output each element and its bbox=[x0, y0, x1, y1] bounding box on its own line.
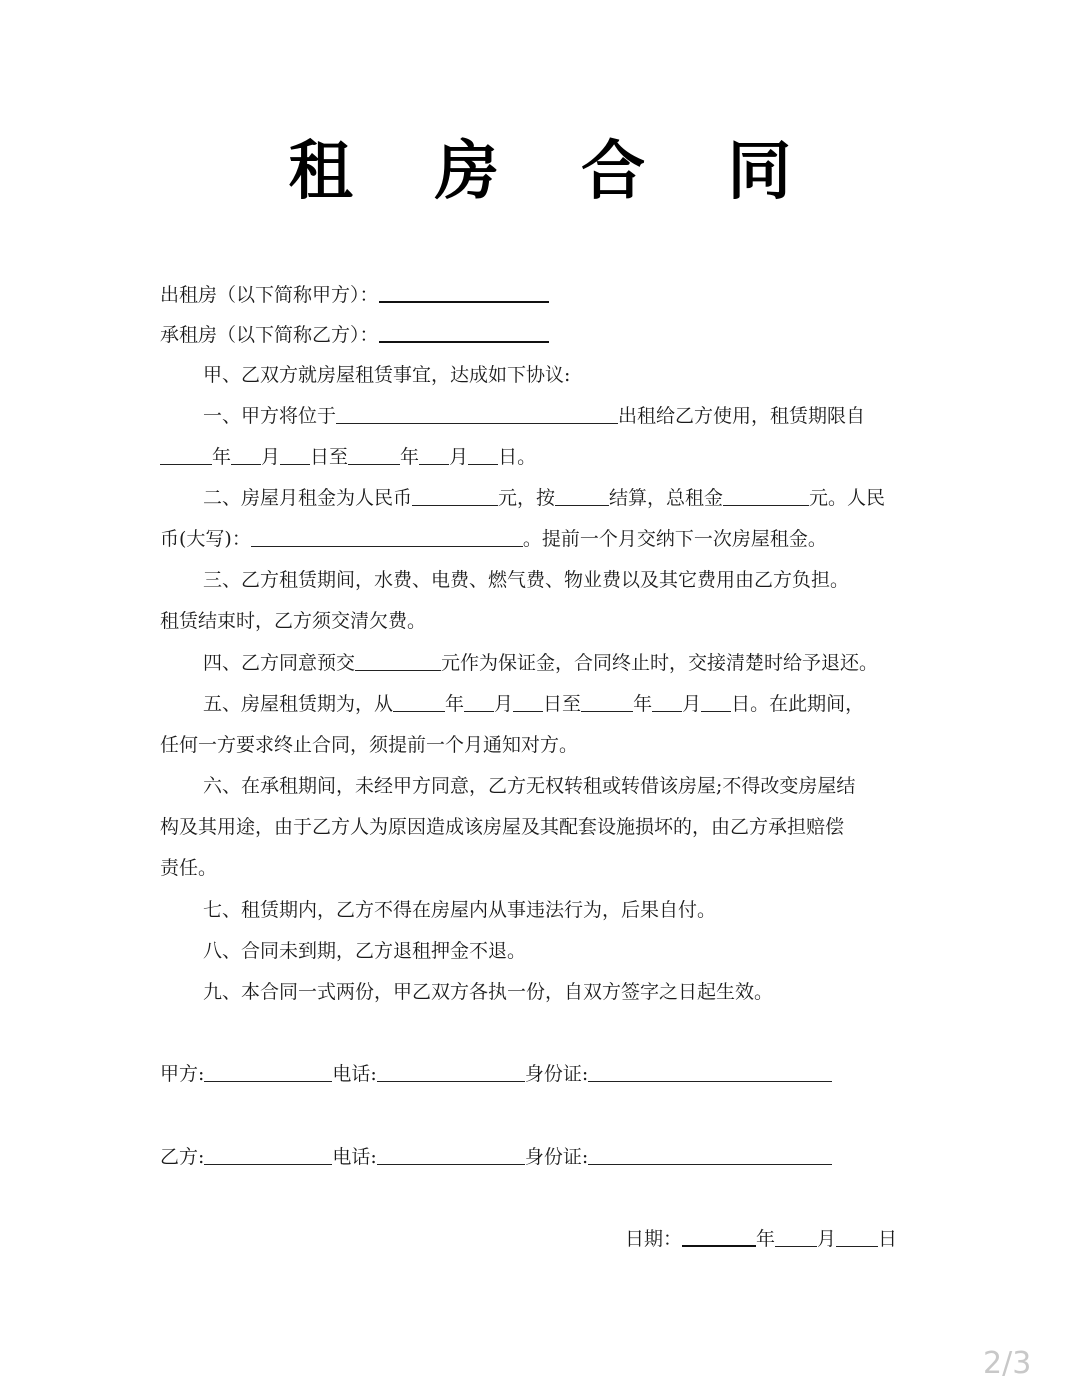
lessee-blank[interactable] bbox=[379, 321, 549, 343]
clause4-text-b: 元作为保证金，合同终止时，交接清楚时给予退还。 bbox=[441, 652, 879, 674]
clause5-line2: 任何一方要求终止合同，须提前一个月通知对方。 bbox=[160, 734, 579, 756]
clause5-month1: 月 bbox=[494, 693, 514, 715]
clause9-line: 九、本合同一式两份，甲乙双方各执一份，自双方签字之日起生效。 bbox=[203, 981, 774, 1003]
clause1-month2: 月 bbox=[449, 446, 469, 468]
clause1-month1: 月 bbox=[261, 446, 281, 468]
date-label: 日期： bbox=[625, 1228, 683, 1250]
clause1-day-end: 日。 bbox=[498, 446, 537, 468]
party-a-name-blank[interactable] bbox=[204, 1061, 332, 1082]
lease-start-year-blank[interactable] bbox=[393, 691, 445, 712]
party-b-signature-line bbox=[160, 1144, 832, 1170]
clause8-line: 八、合同未到期，乙方退租押金不退。 bbox=[203, 940, 527, 962]
clause2-line2 bbox=[160, 526, 827, 552]
clause1-line2 bbox=[160, 444, 536, 470]
clause2-line1 bbox=[203, 485, 885, 511]
intro-line: 甲、乙双方就房屋租赁事宜，达成如下协议: bbox=[203, 364, 571, 386]
start-day-blank[interactable] bbox=[280, 444, 310, 465]
property-location-blank[interactable] bbox=[336, 403, 618, 424]
clause1-line1 bbox=[203, 403, 865, 429]
lease-start-day-blank[interactable] bbox=[513, 691, 543, 712]
clause3-line2: 租赁结束时，乙方须交清欠费。 bbox=[160, 610, 427, 632]
clause6-line1: 六、在承租期间，未经甲方同意，乙方无权转租或转借该房屋;不得改变房屋结 bbox=[203, 775, 856, 797]
party-a-label: 甲方: bbox=[160, 1063, 205, 1085]
lease-end-month-blank[interactable] bbox=[652, 691, 682, 712]
clause3-line1: 三、乙方租赁期间，水费、电费、燃气费、物业费以及其它费用由乙方负担。 bbox=[203, 569, 850, 591]
party-b-label: 乙方: bbox=[160, 1146, 205, 1168]
party-a-signature-line bbox=[160, 1061, 832, 1087]
rent-in-words-blank[interactable] bbox=[251, 526, 523, 547]
clause2-text-b: 元，按 bbox=[498, 487, 556, 509]
party-b-id-blank[interactable] bbox=[588, 1144, 832, 1165]
monthly-rent-blank[interactable] bbox=[412, 485, 498, 506]
date-year-label: 年 bbox=[756, 1228, 776, 1250]
clause1-day-to: 日至 bbox=[310, 446, 349, 468]
start-month-blank[interactable] bbox=[231, 444, 261, 465]
clause1-year1: 年 bbox=[212, 446, 232, 468]
end-month-blank[interactable] bbox=[419, 444, 449, 465]
total-rent-blank[interactable] bbox=[723, 485, 809, 506]
party-b-name-blank[interactable] bbox=[204, 1144, 332, 1165]
party-b-phone-blank[interactable] bbox=[377, 1144, 525, 1165]
lease-end-year-blank[interactable] bbox=[581, 691, 633, 712]
settlement-period-blank[interactable] bbox=[555, 485, 609, 506]
party-a-id-blank[interactable] bbox=[588, 1061, 832, 1082]
clause5-text-a: 五、房屋租赁期为，从 bbox=[203, 693, 394, 715]
clause6-line3: 责任。 bbox=[160, 857, 218, 879]
clause2-text-f: 。提前一个月交纳下一次房屋租金。 bbox=[522, 528, 827, 550]
lessor-blank[interactable] bbox=[379, 281, 549, 303]
clause2-text-e: 币(大写)： bbox=[160, 528, 251, 550]
end-day-blank[interactable] bbox=[468, 444, 498, 465]
party-b-phone-label: 电话: bbox=[332, 1146, 377, 1168]
lease-start-month-blank[interactable] bbox=[464, 691, 494, 712]
party-a-phone-label: 电话: bbox=[332, 1063, 377, 1085]
lessee-label: 承租房（以下简称乙方）： bbox=[160, 324, 379, 346]
clause5-text-b: 日。在此期间， bbox=[731, 693, 865, 715]
date-year-blank[interactable] bbox=[682, 1225, 756, 1247]
clause2-text-a: 二、房屋月租金为人民币 bbox=[203, 487, 413, 509]
clause5-line1 bbox=[203, 691, 864, 717]
party-a-id-label: 身份证: bbox=[524, 1063, 589, 1085]
lease-end-day-blank[interactable] bbox=[701, 691, 731, 712]
party-b-id-label: 身份证: bbox=[524, 1146, 589, 1168]
deposit-blank[interactable] bbox=[355, 650, 441, 671]
clause1-year2: 年 bbox=[400, 446, 420, 468]
lessor-label: 出租房（以下简称甲方）： bbox=[160, 284, 379, 306]
clause5-year1: 年 bbox=[445, 693, 465, 715]
date-day-blank[interactable] bbox=[836, 1226, 878, 1247]
clause5-year2: 年 bbox=[633, 693, 653, 715]
clause1-text-b: 出租给乙方使用，租赁期限自 bbox=[618, 405, 866, 427]
clause5-month2: 月 bbox=[682, 693, 702, 715]
end-year-blank[interactable] bbox=[348, 444, 400, 465]
clause1-text-a: 一、甲方将位于 bbox=[203, 405, 337, 427]
document-title: 租 房 合 同 bbox=[288, 135, 822, 209]
clause6-line2: 构及其用途，由于乙方人为原因造成该房屋及其配套设施损坏的，由乙方承担赔偿 bbox=[160, 816, 845, 838]
date-day-label: 日 bbox=[878, 1228, 898, 1250]
clause2-text-c: 结算，总租金 bbox=[609, 487, 724, 509]
clause4-text-a: 四、乙方同意预交 bbox=[203, 652, 356, 674]
clause2-text-d: 元。人民 bbox=[809, 487, 886, 509]
clause5-day-to: 日至 bbox=[543, 693, 582, 715]
clause7-line: 七、租赁期内，乙方不得在房屋内从事违法行为，后果自付。 bbox=[203, 899, 717, 921]
date-line bbox=[625, 1225, 897, 1252]
lessee-line bbox=[160, 321, 549, 348]
page-number: 2/3 bbox=[983, 1346, 1032, 1381]
lessor-line bbox=[160, 281, 549, 308]
date-month-label: 月 bbox=[817, 1228, 837, 1250]
date-month-blank[interactable] bbox=[775, 1226, 817, 1247]
clause4-line bbox=[203, 650, 878, 676]
start-year-blank[interactable] bbox=[160, 444, 212, 465]
party-a-phone-blank[interactable] bbox=[377, 1061, 525, 1082]
